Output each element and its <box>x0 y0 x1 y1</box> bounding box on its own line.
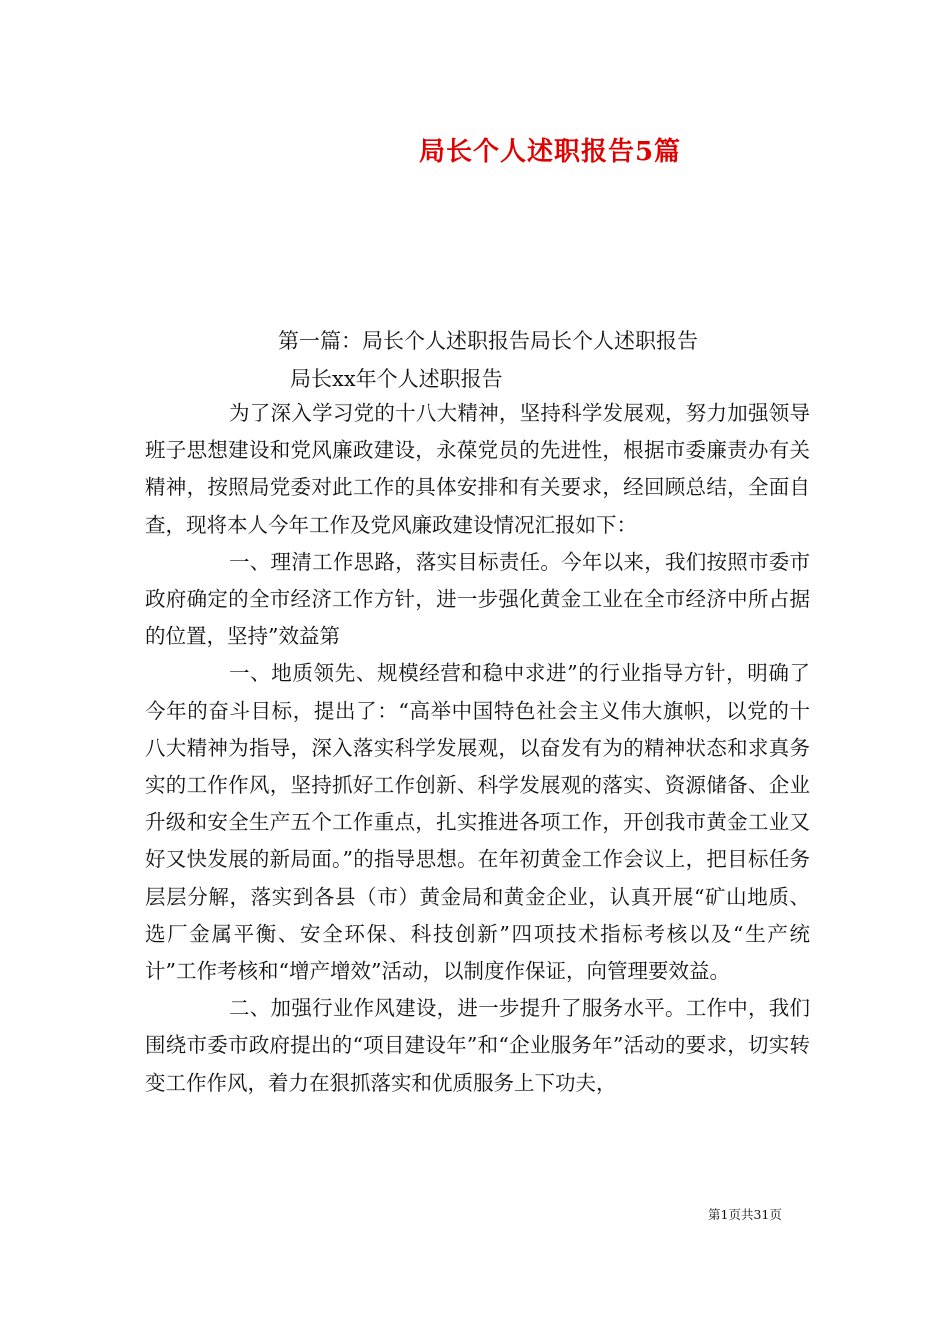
section-heading: 第一篇：局长个人述职报告局长个人述职报告 <box>278 329 698 353</box>
document-title: 局长个人述职报告5篇 <box>418 137 682 167</box>
report-heading: 局长xx年个人述职报告 <box>290 367 503 391</box>
page-number-footer: 第1页共31页 <box>708 1207 782 1222</box>
paragraph-section-2: 二、加强行业作风建设，进一步提升了服务水平。工作中，我们围绕市委市政府提出的“项目建设年”和“企业服务年”活动的要求，切实转变工作作风，着力在狠抓落实和优质服务上下功夫， <box>145 996 810 1095</box>
paragraph-intro: 为了深入学习党的十八大精神，坚持科学发展观，努力加强领导班子思想建设和党风廉政建设，永葆党员的先进性，根据市委廉责办有关精神，按照局党委对此工作的具体安排和有关要求，经回顾总结，全面自查，现将本人今年工作及党风廉政建设情况汇报如下： <box>145 401 810 537</box>
paragraph-section-1-continued: 一、地质领先、规模经营和稳中求进”的行业指导方针，明确了今年的奋斗目标，提出了：“高举中国特色社会主义伟大旗帜，以党的十八大精神为指导，深入落实科学发展观，以奋发有为的精神状态和求真务实的工作作风，坚持抓好工作创新、科学发展观的落实、资源储备、企业升级和安全生产五个工作重点，扎实推进各项工作，开创我市黄金工业又好又快发展的新局面。”的指导思想。在年初黄金工作会议上，把目标任务层层分解，落实到各县（市）黄金局和黄金企业，认真开展“矿山地质、选厂金属平衡、安全环保、科技创新”四项技术指标考核以及“生产统计”工作考核和“增产增效”活动，以制度作保证，向管理要效益。 <box>145 661 810 984</box>
document-body <box>145 395 810 1102</box>
paragraph-section-1: 一、理清工作思路，落实目标责任。今年以来，我们按照市委市政府确定的全市经济工作方针，进一步强化黄金工业在全市经济中所占据的位置，坚持”效益第 <box>145 549 810 649</box>
